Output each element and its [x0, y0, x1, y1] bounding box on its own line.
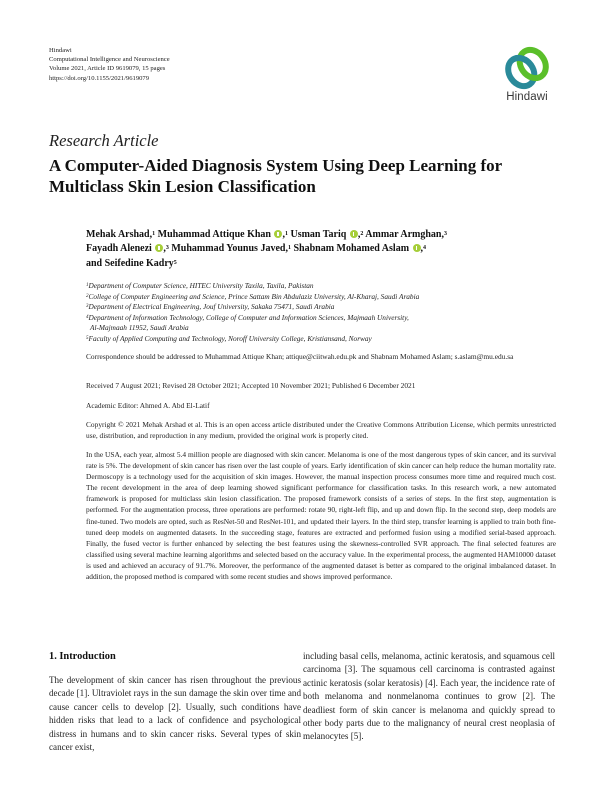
correspondence: Correspondence should be addressed to Muhammad Attique Khan; attique@ciitwah.edu.pk and Shabnam Mohamed Aslam; s.aslam@mu.edu.sa [86, 352, 514, 361]
abstract: In the USA, each year, almost 5.4 million people are diagnosed with skin cancer. Melanoma is one of the most dangerous types of skin cancer, and its survival rate is 5%. The development of skin cancer has risen over the last couple of years. Early identification of skin cancer can help reduce the human mortality rate. Dermoscopy is a technology used for the acquisition of skin images. However, the manual inspection process consumes more time and required much cost. The recent development in the area of deep learning showed significant performance for classification tasks. In this research work, a new automated framework is proposed for multiclass skin lesion classification. The proposed framework consists of a series of steps. In the first step, augmentation is performed. For the augmentation process, three operations are performed: rotate 90, right-left flip, and up and down flip. In the second step, deep models are fine-tuned. Two models are opted, such as ResNet-50 and ResNet-101, and updated their layers. In the third step, transfer learning is applied to train both fine-tuned deep models on augmented datasets. In the succeeding stage, features are extracted and performed fusion using a modified serial-based approach. Finally, the fused vector is further enhanced by selecting the best features using the skewness-controlled SVR approach. The final selected features are classified using several machine learning algorithms and selected based on the accuracy value. In the experimental process, the augmented HAM10000 dataset is used and achieved an accuracy of 91.7%. Moreover, the performance of the augmented dataset is better as compared to the original imbalanced dataset. In addition, the proposed method is compared with some recent studies and shows improved performance. [86, 450, 556, 582]
orcid-icon[interactable] [155, 244, 163, 252]
article-title: A Computer-Aided Diagnosis System Using Deep Learning for Multiclass Skin Lesion Classification [49, 156, 502, 196]
affiliation-item: $^1$Department of Computer Science, HITEC University Taxila, Taxila, Pakistan [86, 281, 314, 290]
orcid-icon[interactable] [413, 244, 421, 252]
author-name[interactable]: and Seifedine Kadry [86, 257, 174, 269]
author-name[interactable]: Shabnam Mohamed Aslam [293, 243, 410, 255]
author-name[interactable]: Mehak Arshad, [86, 229, 153, 240]
intro-column-left: The development of skin cancer has risen throughout the previous decade [1]. Ultraviolet rays in the sun damage the skin over time and cause cancer cells to develop [2]. Usually, such conditions have hidden risks that lead to a lack of confidence and psychological distress in humans and to skin cancer risks. Several types of skin cancer exist, [49, 675, 301, 753]
author-name[interactable]: Muhammad Younus Javed, [171, 243, 288, 255]
journal-name: Computational Intelligence and Neuroscience [49, 56, 170, 64]
doi-link[interactable]: https://doi.org/10.1155/2021/9619079 [49, 74, 150, 82]
copyright-notice: Copyright © 2021 Mehak Arshad et al. This is an open access article distributed under the Creative Commons Attribution License, which permits unrestricted use, distribution, and reproduction in any medium, provided the original work is properly cited. [86, 420, 556, 440]
author-list: Mehak Arshad,$^1$ Muhammad Attique Khan ,$^1$ Usman Tariq ,$^2$ Ammar Armghan,$^3$ Fayadh Alenezi ,$^3$ Muhammad Younus Javed,$^1$ Shabnam Mohamed Aslam ,$^4$ and Seifedine Kadry$^5$ [86, 229, 447, 269]
author-name[interactable]: Usman Tariq [290, 229, 347, 240]
hindawi-rings-icon [497, 46, 557, 90]
affiliation-item: $^4$Department of Information Technology, College of Computer and Information Sciences, Majmaah University, Al-Majmaah 11952, Saudi Arabia [86, 312, 409, 333]
affiliation-item: $^3$Department of Electrical Engineering, Jouf University, Sakaka 75471, Saudi Arabia [86, 302, 335, 312]
article-type: Research Article [49, 131, 159, 150]
affiliation-item: $^2$College of Computer Engineering and Science, Prince Sattam Bin Abdulaziz University, Al-Kharaj, Saudi Arabia [86, 291, 420, 301]
logo-text: Hindawi [506, 91, 548, 103]
academic-editor: Academic Editor: Ahmed A. Abd El-Latif [86, 401, 210, 410]
author-name[interactable]: Fayadh Alenezi [86, 243, 152, 255]
affiliations [86, 281, 556, 345]
affiliation-item: $^5$Faculty of Applied Computing and Technology, Noroff University College, Kristiansand, Norway [86, 333, 372, 343]
author-name[interactable]: Muhammad Attique Khan [157, 229, 271, 240]
section-heading-introduction: 1. Introduction [49, 651, 116, 662]
journal-info [49, 46, 170, 83]
publisher-name: Hindawi [49, 47, 72, 54]
hindawi-logo [497, 46, 557, 108]
author-name[interactable]: Ammar Armghan, [365, 229, 444, 240]
volume-line: Volume 2021, Article ID 9619079, 15 pages [49, 65, 166, 73]
publication-dates: Received 7 August 2021; Revised 28 October 2021; Accepted 10 November 2021; Published 6 December 2021 [86, 381, 416, 390]
orcid-icon[interactable] [350, 230, 358, 238]
orcid-icon[interactable] [274, 230, 282, 238]
intro-column-right: including basal cells, melanoma, actinic keratosis, and squamous cell carcinoma [3]. The squamous cell carcinoma is contrasted against actinic keratosis (solar keratosis) [4]. Each year, the incidence rate of both melanoma and nonmelanoma continues to grow [2]. The deadliest form of skin cancer is melanoma and quickly spread to other body parts due to the malignancy of neural crest neoplasia of melanocytes [5]. [303, 651, 555, 742]
